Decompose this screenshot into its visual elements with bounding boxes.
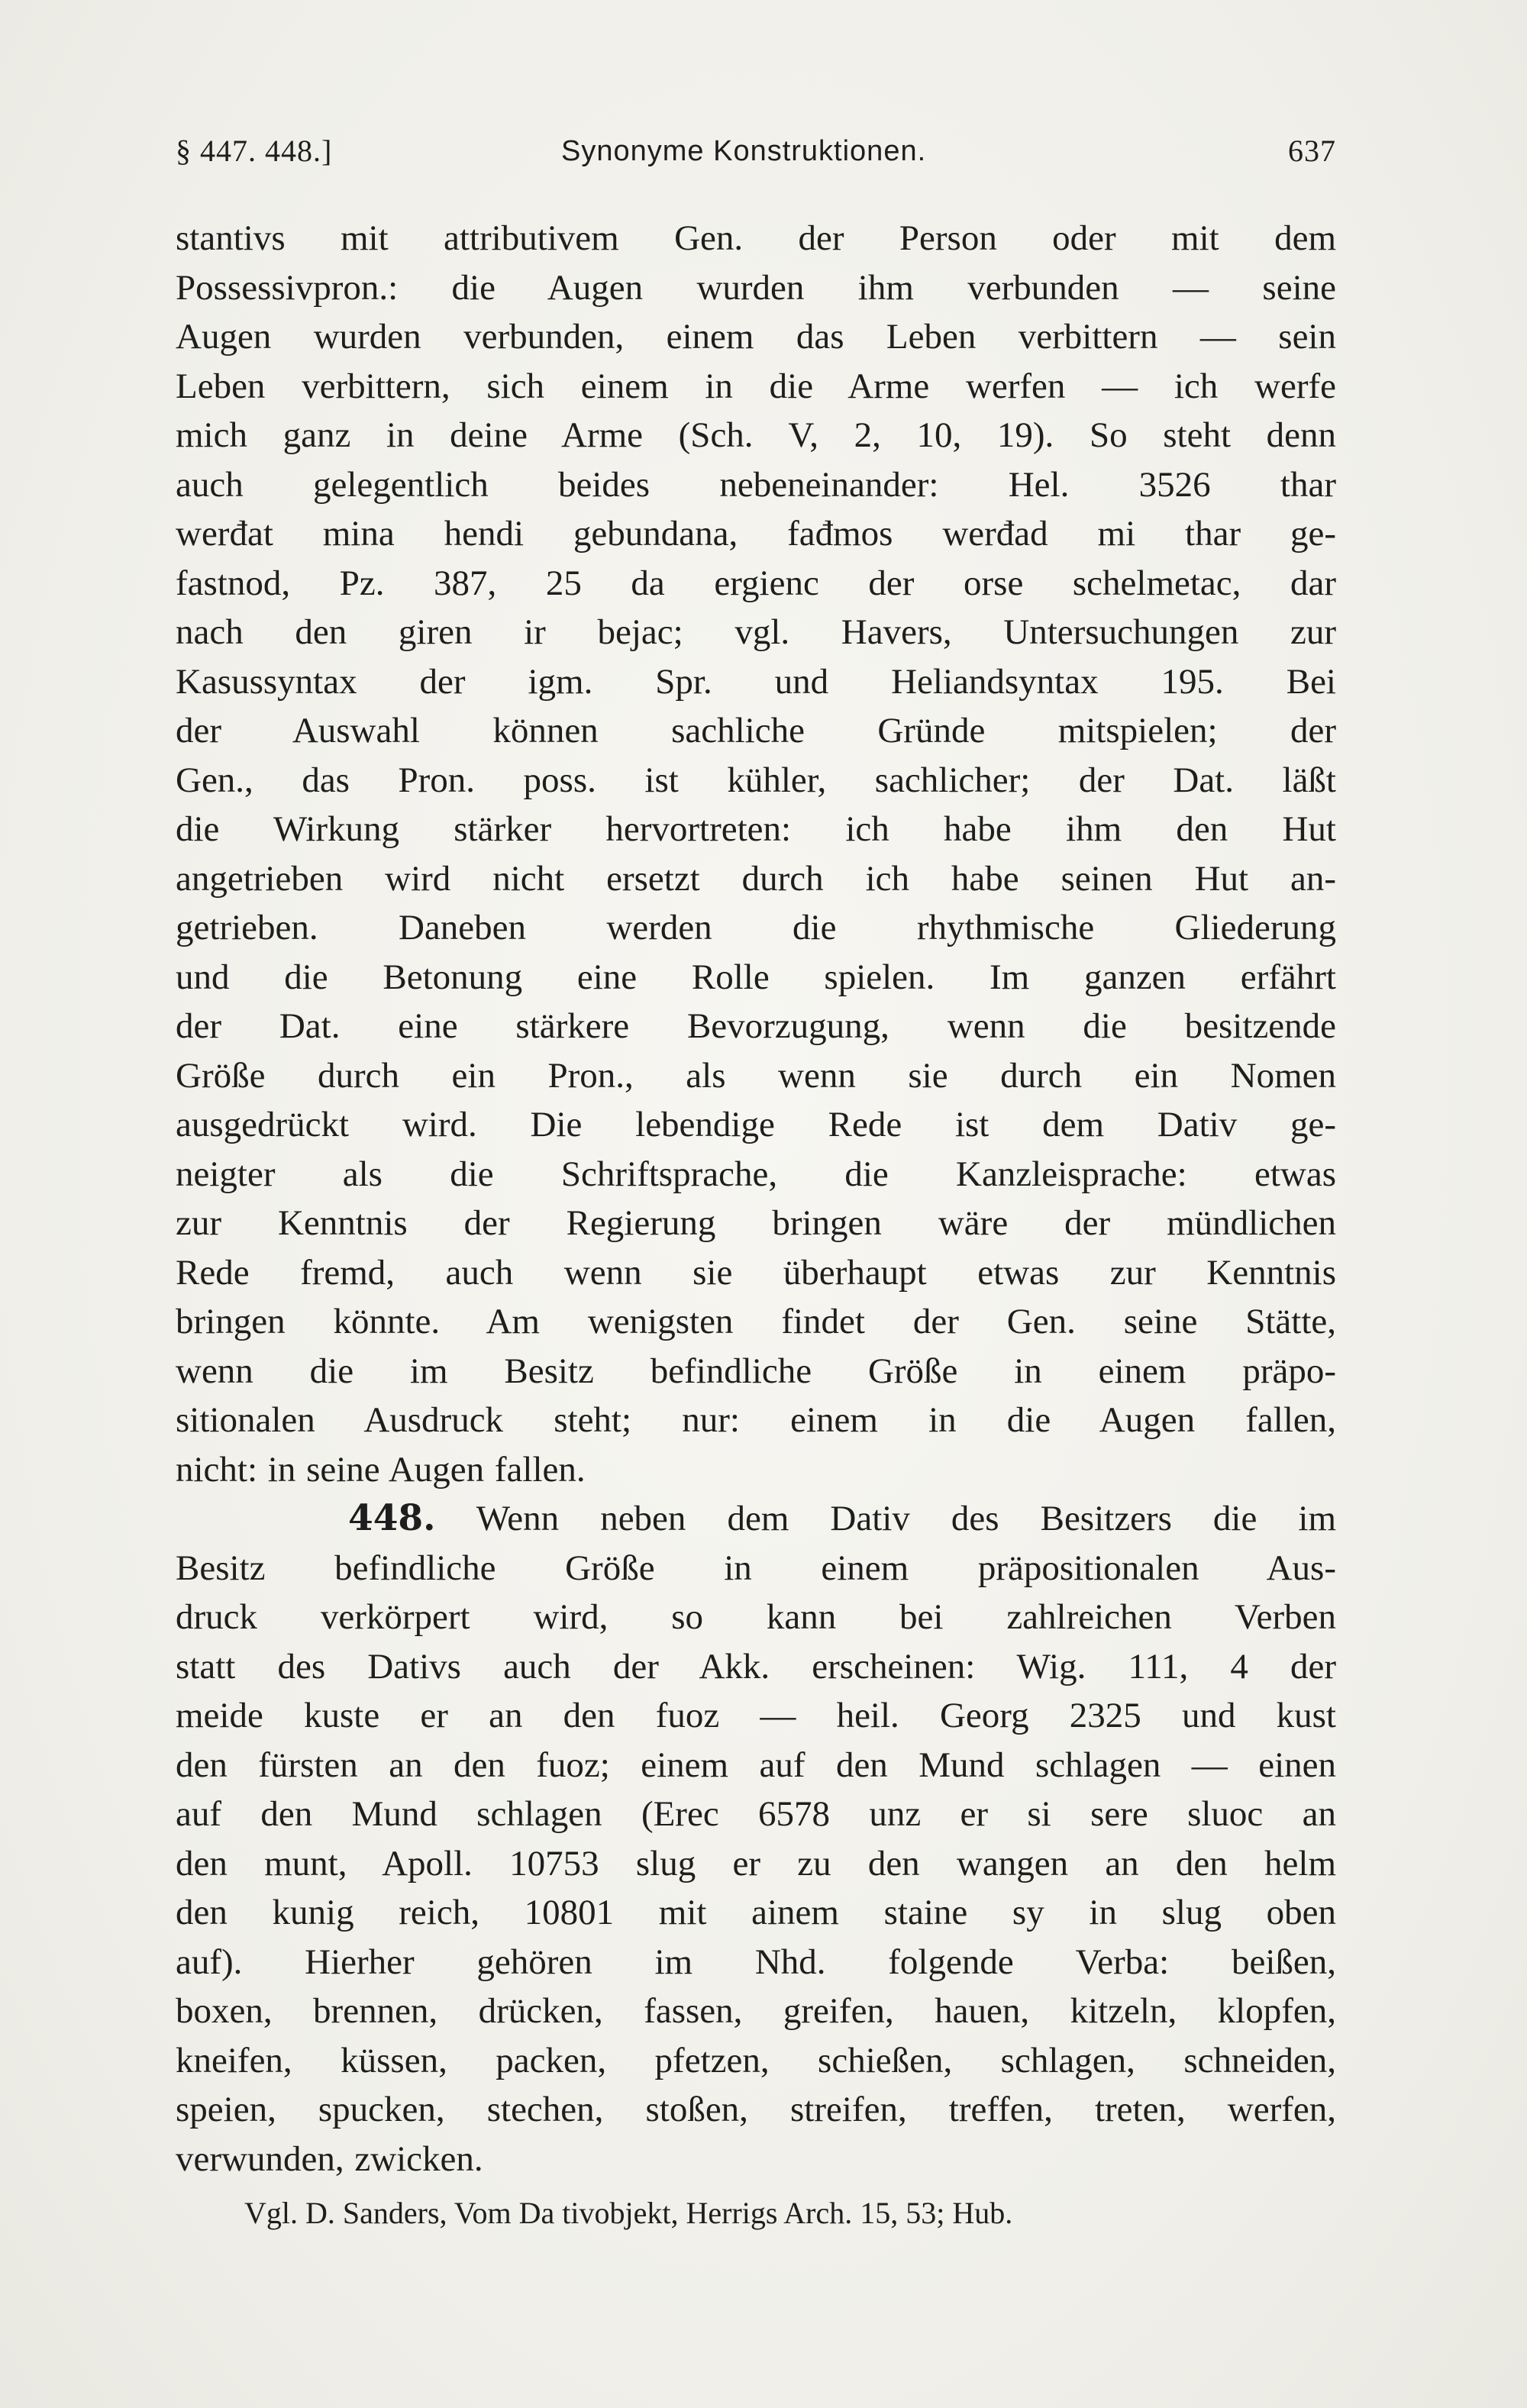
text-line: den munt, Apoll. 10753 slug er zu den wangen an den helm — [176, 1843, 1336, 1883]
text-line: auch gelegentlich beides nebeneinander: Hel. 3526 thar — [176, 464, 1336, 505]
text-line: werđat mina hendi gebundana, fađmos werđad mi thar ge- — [176, 514, 1336, 554]
text-line: nicht: in seine Augen fallen. — [176, 1449, 586, 1490]
text-line: Besitz befindliche Größe in einem präpositionalen Aus- — [176, 1548, 1336, 1588]
running-head — [176, 128, 1336, 174]
text-line: den kunig reich, 10801 mit ainem staine sy in slug oben — [176, 1893, 1336, 1932]
text-line: und die Betonung eine Rolle spielen. Im ganzen erfährt — [176, 957, 1336, 997]
text-line: Leben verbittern, sich einem in die Arme werfen — ich werfe — [176, 366, 1336, 406]
section-reference: § 447. 448.] — [176, 134, 333, 168]
text-line: mich ganz in deine Arme (Sch. V, 2, 10, 19). So steht denn — [176, 415, 1336, 455]
text-line: meide kuste er an den fuoz — heil. Georg 2325 und kust — [176, 1696, 1336, 1735]
text-line: stantivs mit attributivem Gen. der Person oder mit dem — [176, 218, 1336, 258]
text-line: der Dat. eine stärkere Bevorzugung, wenn die besitzende — [176, 1006, 1336, 1046]
section-number: 448. — [348, 1497, 436, 1539]
text-line: Kasussyntax der igm. Spr. und Heliandsyntax 195. Bei — [176, 661, 1336, 702]
text-line: ausgedrückt wird. Die lebendige Rede ist dem Dativ ge- — [176, 1105, 1336, 1144]
text-line: druck verkörpert wird, so kann bei zahlreichen Verben — [176, 1597, 1336, 1637]
text-line: sitionalen Ausdruck steht; nur: einem in die Augen fallen, — [176, 1400, 1336, 1440]
text-line: der Auswahl können sachliche Gründe mitspielen; der — [176, 711, 1336, 750]
text-line: die Wirkung stärker hervortreten: ich habe ihm den Hut — [176, 809, 1336, 849]
text-line: Größe durch ein Pron., als wenn sie durch ein Nomen — [176, 1055, 1336, 1096]
text-line: zur Kenntnis der Regierung bringen wäre der mündlichen — [176, 1203, 1336, 1243]
text-line: auf den Mund schlagen (Erec 6578 unz er si sere sluoc an — [176, 1794, 1336, 1834]
text-line: wenn die im Besitz befindliche Größe in einem präpo- — [176, 1351, 1336, 1391]
section-448-heading-line — [176, 1494, 1336, 1544]
text-line: kneifen, küssen, packen, pfetzen, schießen, schlagen, schneiden, — [176, 2040, 1336, 2080]
text-line: neigter als die Schriftsprache, die Kanzleisprache: etwas — [176, 1154, 1336, 1194]
text-line: Gen., das Pron. poss. ist kühler, sachlicher; der Dat. läßt — [176, 760, 1336, 800]
text-line: boxen, brennen, drücken, fassen, greifen, hauen, kitzeln, klopfen, — [176, 1991, 1336, 2031]
footnote: Vgl. D. Sanders, Vom Da tivobjekt, Herrigs Arch. 15, 53; Hub. — [244, 2196, 1013, 2230]
text-line: verwunden, zwicken. — [176, 2138, 483, 2179]
body-text — [176, 214, 1336, 2239]
text-line: getrieben. Daneben werden die rhythmische Gliederung — [176, 908, 1336, 947]
text-line: nach den giren ir bejac; vgl. Havers, Untersuchungen zur — [176, 612, 1336, 652]
text-line: speien, spucken, stechen, stoßen, streifen, treffen, treten, werfen, — [176, 2090, 1336, 2129]
text-line: statt des Dativs auch der Akk. erscheinen: Wig. 111, 4 der — [176, 1646, 1336, 1687]
text-line: angetrieben wird nicht ersetzt durch ich habe seinen Hut an- — [176, 858, 1336, 899]
text-line: Possessivpron.: die Augen wurden ihm verbunden — seine — [176, 267, 1336, 308]
text-line: fastnod, Pz. 387, 25 da ergienc der orse schelmetac, dar — [176, 563, 1336, 603]
section-first-line: Wenn neben dem Dativ des Besitzers die im — [476, 1499, 1336, 1538]
text-line: auf). Hierher gehören im Nhd. folgende Verba: beißen, — [176, 1942, 1336, 1982]
text-line: den fürsten an den fuoz; einem auf den Mund schlagen — einen — [176, 1745, 1336, 1785]
page-title: Synonyme Konstruktionen. — [561, 135, 927, 167]
page-number: 637 — [1288, 134, 1336, 168]
text-line: bringen könnte. Am wenigsten findet der Gen. seine Stätte, — [176, 1302, 1336, 1341]
text-line: Augen wurden verbunden, einem das Leben verbittern — sein — [176, 317, 1336, 357]
text-line: Rede fremd, auch wenn sie überhaupt etwas zur Kenntnis — [176, 1252, 1336, 1293]
